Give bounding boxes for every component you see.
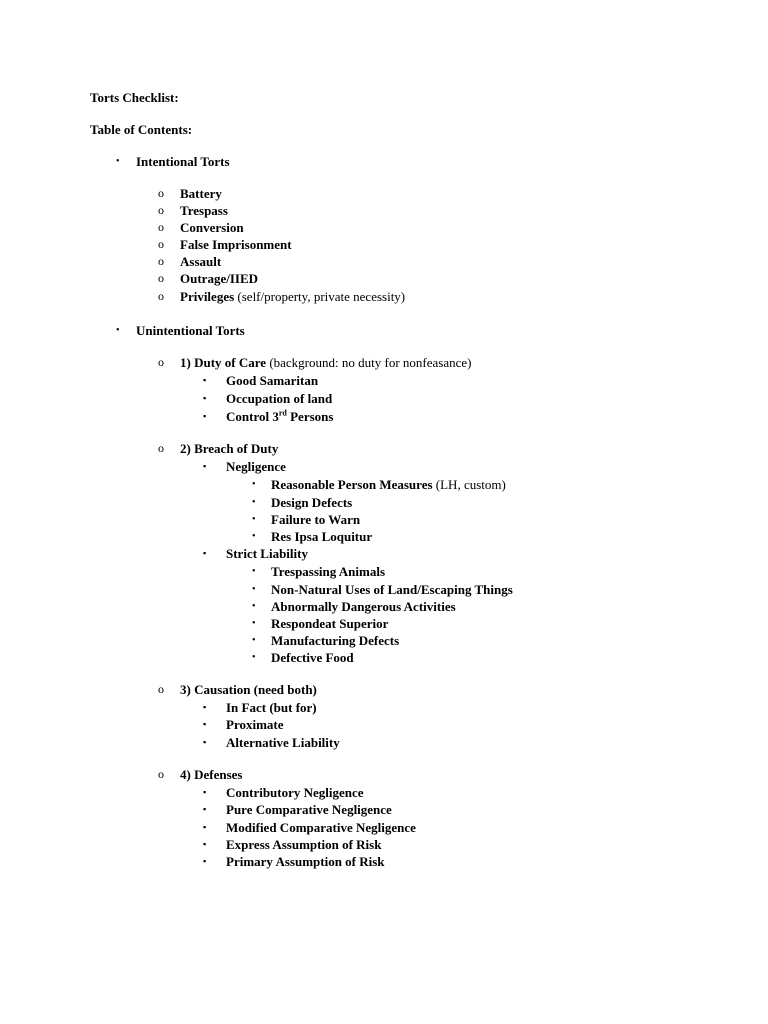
list-item: Contributory Negligence: [226, 785, 364, 800]
list-item: Respondeat Superior: [271, 616, 389, 631]
list-item: Trespass: [180, 203, 228, 218]
circle-marker: o: [158, 254, 164, 268]
list-item: Defective Food: [271, 650, 354, 665]
list-item: In Fact (but for): [226, 700, 317, 715]
list-item: Modified Comparative Negligence: [226, 820, 416, 835]
bullet-marker: •: [116, 156, 120, 167]
list-item: Assault: [180, 254, 222, 269]
circle-marker: o: [158, 355, 164, 369]
square-marker: ▪: [203, 375, 207, 385]
list-item: Good Samaritan: [226, 373, 319, 388]
list-item: Conversion: [180, 220, 244, 235]
list-item: Express Assumption of Risk: [226, 837, 382, 852]
list-item: Trespassing Animals: [271, 564, 386, 579]
document-title: Torts Checklist:: [90, 90, 179, 105]
duty-label: 1) Duty of Care: [180, 355, 267, 370]
bullet-marker: •: [252, 479, 256, 490]
circle-marker: o: [158, 186, 164, 200]
bullet-marker: •: [252, 584, 256, 595]
circle-marker: o: [158, 237, 164, 251]
privileges-note: (self/property, private necessity): [234, 289, 406, 304]
control-post: Persons: [286, 409, 334, 424]
list-item: Occupation of land: [226, 391, 333, 406]
list-item: Proximate: [226, 717, 284, 732]
circle-marker: o: [158, 441, 164, 455]
defenses-heading: 4) Defenses: [180, 767, 243, 782]
circle-marker: o: [158, 767, 164, 781]
square-marker: ▪: [203, 393, 207, 403]
list-item: Design Defects: [271, 495, 353, 510]
list-item-control-persons: [226, 408, 333, 425]
square-marker: ▪: [203, 548, 207, 558]
list-item: Abnormally Dangerous Activities: [271, 599, 456, 614]
square-marker: ▪: [203, 411, 207, 421]
bullet-marker: •: [252, 566, 256, 577]
circle-marker: o: [158, 682, 164, 696]
square-marker: ▪: [203, 839, 207, 849]
duty-of-care-heading: [180, 354, 471, 371]
circle-marker: o: [158, 289, 164, 303]
negligence-heading: Negligence: [226, 459, 286, 474]
causation-heading: 3) Causation (need both): [180, 682, 317, 697]
square-marker: ▪: [203, 787, 207, 797]
rpm-note: (LH, custom): [432, 477, 506, 492]
strict-liability-heading: Strict Liability: [226, 546, 308, 561]
list-item: Non-Natural Uses of Land/Escaping Things: [271, 582, 513, 597]
intentional-torts-heading: Intentional Torts: [136, 154, 230, 169]
control-pre: Control 3: [226, 409, 279, 424]
list-item: Pure Comparative Negligence: [226, 802, 392, 817]
duty-note: (background: no duty for nonfeasance): [266, 355, 472, 370]
privileges-label: Privileges: [180, 289, 235, 304]
circle-marker: o: [158, 203, 164, 217]
list-item: Alternative Liability: [226, 735, 340, 750]
bullet-marker: •: [252, 618, 256, 629]
toc-heading: Table of Contents:: [90, 122, 193, 137]
square-marker: ▪: [203, 822, 207, 832]
bullet-marker: •: [252, 497, 256, 508]
bullet-marker: •: [116, 325, 120, 336]
square-marker: ▪: [203, 737, 207, 747]
square-marker: ▪: [203, 804, 207, 814]
square-marker: ▪: [203, 461, 207, 471]
bullet-marker: •: [252, 635, 256, 646]
bullet-marker: •: [252, 531, 256, 542]
list-item: Failure to Warn: [271, 512, 361, 527]
list-item: Res Ipsa Loquitur: [271, 529, 373, 544]
breach-of-duty-heading: 2) Breach of Duty: [180, 441, 279, 456]
circle-marker: o: [158, 271, 164, 285]
square-marker: ▪: [203, 702, 207, 712]
list-item: Battery: [180, 186, 222, 201]
bullet-marker: •: [252, 514, 256, 525]
list-item: Manufacturing Defects: [271, 633, 400, 648]
rpm-label: Reasonable Person Measures: [271, 477, 433, 492]
list-item-privileges: [180, 288, 405, 305]
bullet-marker: •: [252, 652, 256, 663]
list-item: False Imprisonment: [180, 237, 292, 252]
bullet-marker: •: [252, 601, 256, 612]
list-item-reasonable-person: [271, 476, 506, 493]
square-marker: ▪: [203, 856, 207, 866]
unintentional-torts-heading: Unintentional Torts: [136, 323, 245, 338]
list-item: Primary Assumption of Risk: [226, 854, 385, 869]
list-item: Outrage/IIED: [180, 271, 258, 286]
control-sup: rd: [278, 408, 287, 418]
circle-marker: o: [158, 220, 164, 234]
square-marker: ▪: [203, 719, 207, 729]
